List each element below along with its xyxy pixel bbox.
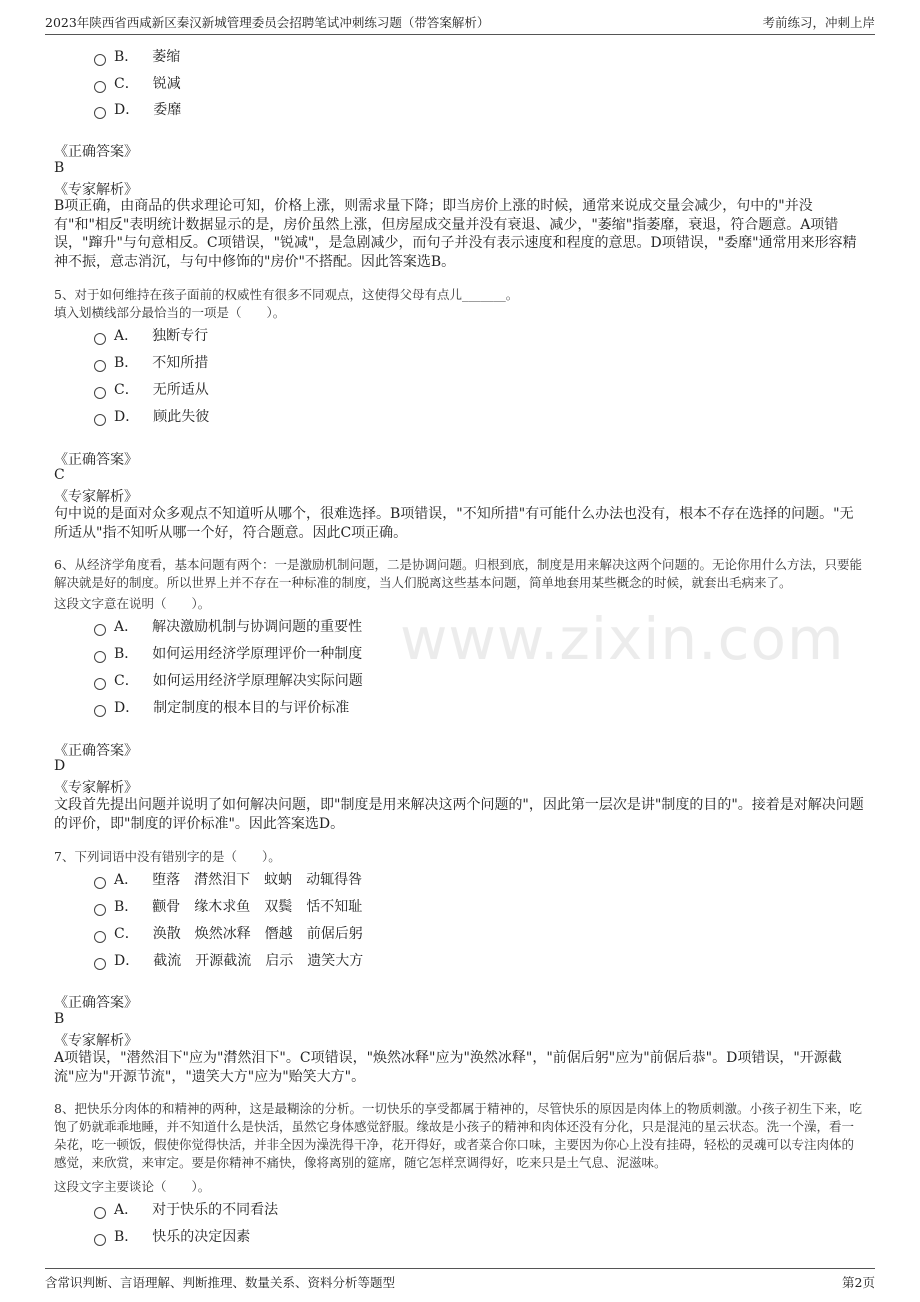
- q8-option-a[interactable]: [94, 1198, 278, 1220]
- q7-option-a[interactable]: [94, 868, 362, 890]
- option-text: 不知所措: [152, 355, 209, 371]
- q7-answer-label: 《正确答案》: [54, 995, 138, 1011]
- radio-icon[interactable]: [94, 624, 106, 636]
- option-letter: D．: [114, 953, 140, 969]
- option-letter: B．: [114, 1229, 139, 1245]
- q6-stem: 6、从经济学角度看，基本问题有两个：一是激励机制问题，二是协调问题。归根到底，制度是用来解决这两个问题的。无论你用什么方法，只要能解决就是好的制度。所以世界上并不存在一种标准的制度，当人们脱离这些基本问题，简单地套用某些概念的时候，就套出毛病来了。: [54, 557, 862, 590]
- q7-analysis: A项错误，"潜然泪下"应为"潸然泪下"。C项错误，"焕然冰释"应为"涣然冰释"，"前倨后躬"应为"前倨后恭"。D项错误，"开源截流"应为"开源节流"，"遗笑大方"应为"贻笑大方"。: [54, 1050, 842, 1085]
- option-text: 无所适从: [152, 382, 209, 398]
- footer-note: 含常识判断、言语理解、判断推理、数量关系、资料分析等题型: [45, 1275, 396, 1290]
- q7-option-c[interactable]: [94, 922, 363, 944]
- q8-option-b[interactable]: [94, 1225, 250, 1247]
- option-text: 萎缩: [152, 49, 181, 65]
- option-letter: B．: [114, 899, 139, 915]
- q6-option-b[interactable]: [94, 642, 362, 664]
- q6-answer-label: 《正确答案》: [54, 743, 138, 759]
- radio-icon[interactable]: [94, 651, 106, 663]
- option-text: 如何运用经济学原理评价一种制度: [152, 646, 363, 662]
- radio-icon[interactable]: [94, 360, 106, 372]
- radio-icon[interactable]: [94, 81, 106, 93]
- q6-answer: D: [54, 758, 66, 774]
- option-letter: A．: [114, 872, 139, 888]
- radio-icon[interactable]: [94, 678, 106, 690]
- option-text: 快乐的决定因素: [152, 1229, 251, 1245]
- option-text: 如何运用经济学原理解决实际问题: [152, 673, 363, 689]
- q7-answer: B: [54, 1011, 65, 1027]
- q6-prompt: 这段文字意在说明（ ）。: [54, 596, 211, 611]
- option-text: 顾此失彼: [153, 409, 210, 425]
- q6-analysis-label: 《专家解析》: [54, 780, 138, 796]
- q8-prompt: 这段文字主要谈论（ ）。: [54, 1179, 211, 1194]
- option-letter: A．: [114, 328, 139, 344]
- q6-option-d[interactable]: [94, 696, 349, 718]
- q5-answer-label: 《正确答案》: [54, 452, 138, 468]
- q5-option-c[interactable]: [94, 378, 209, 400]
- q4-analysis: B项正确，由商品的供求理论可知，价格上涨，则需求量下降；即当房价上涨的时候，通常来说成交量会减少，句中的"并没有"和"相反"表明统计数据显示的是，房价虽然上涨，但房屋成交量并没有衰退、减少，"萎缩"指萎靡，衰退，符合题意。A项错误，"蹿升"与句意相反。C项错误，"锐减"，是急剧减少，而句子并没有表示速度和程度的意思。D项错误，"委靡"通常用来形容精神不振，意志消沉，与句中修饰的"房价"不搭配。因此答案选B。: [54, 198, 857, 270]
- option-letter: C．: [114, 673, 139, 689]
- page-footer: [45, 1268, 875, 1291]
- q4-answer-label: 《正确答案》: [54, 144, 138, 160]
- radio-icon[interactable]: [94, 107, 106, 119]
- option-letter: B．: [114, 355, 139, 371]
- option-text: 解决激励机制与协调问题的重要性: [152, 619, 363, 635]
- q6-option-a[interactable]: [94, 615, 362, 637]
- q5-option-a[interactable]: [94, 324, 208, 346]
- radio-icon[interactable]: [94, 931, 106, 943]
- q6-option-c[interactable]: [94, 669, 363, 691]
- option-text: 颧骨 缘木求鱼 双鬓 恬不知耻: [152, 899, 363, 915]
- q5-option-b[interactable]: [94, 351, 208, 373]
- radio-icon[interactable]: [94, 54, 106, 66]
- q8-stem: 8、把快乐分肉体的和精神的两种，这是最糊涂的分析。一切快乐的享受都属于精神的，尽管快乐的原因是肉体上的物质刺激。小孩子初生下来，吃饱了奶就乖乖地睡，并不知道什么是快活，虽然它身体感觉舒服。缘故是小孩子的精神和肉体还没有分化，只是混沌的星云状态。洗一个澡，看一朵花，吃一顿饭，假使你觉得快活，并非全因为澡洗得干净，花开得好，或者菜合你口味，主要因为你心上没有挂碍，轻松的灵魂可以专注肉体的感觉，来欣赏，来审定。要是你精神不痛快，像将离别的筵席，随它怎样烹调得好，吃来只是土气息、泥滋味。: [54, 1101, 862, 1170]
- option-letter: A．: [114, 1202, 139, 1218]
- option-text: 截流 开源截流 启示 遗笑大方: [153, 953, 364, 969]
- option-letter: C．: [114, 926, 139, 942]
- option-letter: D．: [114, 700, 140, 716]
- q5-answer: C: [54, 467, 65, 483]
- q4-option-b[interactable]: [94, 45, 180, 67]
- option-text: 堕落 潸然泪下 蚊蚋 动辄得咎: [152, 872, 363, 888]
- radio-icon[interactable]: [94, 958, 106, 970]
- option-letter: C．: [114, 382, 139, 398]
- q4-analysis-label: 《专家解析》: [54, 182, 138, 198]
- q5-analysis-label: 《专家解析》: [54, 489, 138, 505]
- option-text: 锐减: [152, 76, 181, 92]
- option-letter: B．: [114, 49, 139, 65]
- option-text: 对于快乐的不同看法: [152, 1202, 279, 1218]
- option-letter: D．: [114, 102, 140, 118]
- header-slogan: 考前练习，冲刺上岸: [762, 15, 875, 30]
- radio-icon[interactable]: [94, 877, 106, 889]
- document-title: 2023年陕西省西咸新区秦汉新城管理委员会招聘笔试冲刺练习题（带答案解析）: [45, 15, 490, 30]
- radio-icon[interactable]: [94, 333, 106, 345]
- option-text: 涣散 焕然冰释 僭越 前倨后躬: [152, 926, 363, 942]
- q7-option-b[interactable]: [94, 895, 362, 917]
- option-text: 独断专行: [152, 328, 209, 344]
- q5-analysis: 句中说的是面对众多观点不知道听从哪个，很难选择。B项错误，"不知所措"有可能什么办法也没有，根本不存在选择的问题。"无所适从"指不知听从哪一个好，符合题意。因此C项正确。: [54, 506, 854, 541]
- page-header: [45, 10, 875, 35]
- q7-stem: 7、下列词语中没有错别字的是（ ）。: [54, 849, 281, 864]
- radio-icon[interactable]: [94, 705, 106, 717]
- q4-answer: B: [54, 160, 65, 176]
- radio-icon[interactable]: [94, 904, 106, 916]
- option-letter: A．: [114, 619, 139, 635]
- q4-option-c[interactable]: [94, 72, 181, 94]
- option-text: 委靡: [153, 102, 182, 118]
- radio-icon[interactable]: [94, 387, 106, 399]
- q7-analysis-label: 《专家解析》: [54, 1033, 138, 1049]
- radio-icon[interactable]: [94, 1234, 106, 1246]
- option-letter: B．: [114, 646, 139, 662]
- option-letter: C．: [114, 76, 139, 92]
- option-text: 制定制度的根本目的与评价标准: [153, 700, 350, 716]
- q7-option-d[interactable]: [94, 949, 363, 971]
- q5-prompt: 填入划横线部分最恰当的一项是（ ）。: [54, 305, 286, 320]
- q6-analysis: 文段首先提出问题并说明了如何解决问题，即"制度是用来解决这两个问题的"，因此第一层次是讲"制度的目的"。接着是对解决问题的评价，即"制度的评价标准"。因此答案选D。: [54, 797, 864, 832]
- q5-option-d[interactable]: [94, 405, 209, 427]
- q5-stem: 5、对于如何维持在孩子面前的权威性有很多不同观点，这使得父母有点儿_______。: [54, 287, 519, 302]
- q4-option-d[interactable]: [94, 98, 181, 120]
- radio-icon[interactable]: [94, 1207, 106, 1219]
- radio-icon[interactable]: [94, 414, 106, 426]
- page-number: 第2页: [842, 1275, 875, 1290]
- watermark: www.zixin.com: [400, 605, 845, 673]
- option-letter: D．: [114, 409, 140, 425]
